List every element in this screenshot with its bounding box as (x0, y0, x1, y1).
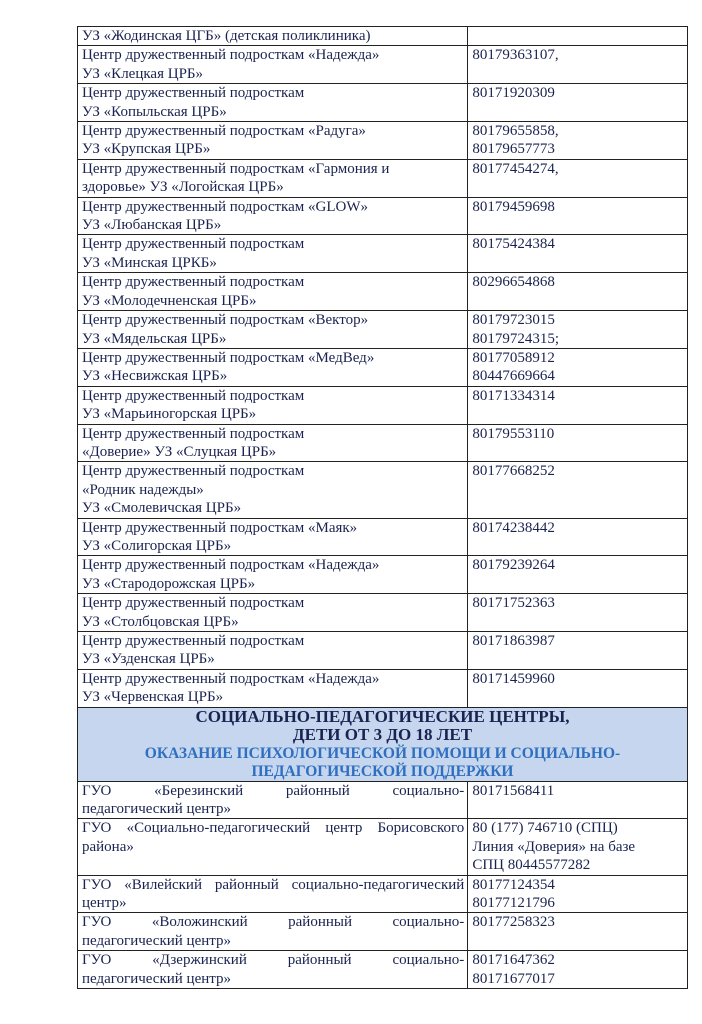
institution-name (78, 669, 468, 707)
institution-name (78, 197, 468, 235)
institution-name-line: Центр дружественный подросткам «Надежда» (82, 47, 380, 64)
phone-number: 80177454274, (468, 159, 688, 197)
institution-name (78, 819, 468, 875)
institution-name-line: Центр дружественный подросткам (82, 425, 305, 442)
institution-name-line: УЗ «Несвижская ЦРБ» (82, 368, 228, 385)
section-title-2: ДЕТИ ОТ 3 ДО 18 ЛЕТ (292, 725, 473, 745)
institution-name-line: ГУО «Вилейский районный социально-педагогический (82, 876, 465, 893)
phone-number: 80177668252 (468, 462, 688, 518)
institution-name-line: центр» (82, 895, 127, 912)
institution-name-line: педагогический центр» (82, 932, 232, 949)
institution-name-line: УЗ «Червенская ЦРБ» (82, 689, 224, 706)
phone-number: 80171647362 80171677017 (468, 951, 688, 989)
institution-name-line: Центр дружественный подросткам «Надежда» (82, 670, 380, 687)
phone-number: 80177058912 80447669664 (468, 348, 688, 386)
institution-name (78, 913, 468, 951)
phone-number: 80175424384 (468, 235, 688, 273)
phone-number: 80 (177) 746710 (СПЦ) Линия «Доверия» на базе СПЦ 80445577282 (468, 819, 688, 875)
section-subtitle: ОКАЗАНИЕ ПСИХОЛОГИЧЕСКОЙ ПОМОЩИ И СОЦИАЛЬНО- (144, 744, 621, 762)
table-row (78, 594, 688, 632)
institution-name (78, 235, 468, 273)
institution-name (78, 875, 468, 913)
institution-name-line: Центр дружественный подросткам (82, 463, 305, 480)
institution-name-line: здоровье» УЗ «Логойская ЦРБ» (82, 179, 284, 196)
phone-number: 80171920309 (468, 84, 688, 122)
institution-name-line: УЗ «Мядельская ЦРБ» (82, 330, 227, 347)
institution-name-line: УЗ «Жодинская ЦГБ» (детская поликлиника) (82, 28, 371, 44)
table-row (78, 84, 688, 122)
institution-name-line: педагогический центр» (82, 801, 232, 818)
institution-name-line: УЗ «Стародорожская ЦРБ» (82, 575, 256, 592)
institution-name (78, 781, 468, 819)
institution-name-line: Центр дружественный подросткам «Маяк» (82, 519, 358, 536)
institution-name (78, 632, 468, 670)
institution-name (78, 594, 468, 632)
table-row (78, 197, 688, 235)
table-row (78, 462, 688, 518)
institution-name (78, 348, 468, 386)
institution-name-line: УЗ «Клецкая ЦРБ» (82, 65, 204, 82)
institution-name-line: «Доверие» УЗ «Слуцкая ЦРБ» (82, 443, 277, 460)
institution-name (78, 424, 468, 462)
section-title: СОЦИАЛЬНО-ПЕДАГОГИЧЕСКИЕ ЦЕНТРЫ, (195, 706, 570, 726)
institution-name-line: УЗ «Смолевичская ЦРБ» (82, 500, 242, 517)
phone-number: 80179553110 (468, 424, 688, 462)
institution-name (78, 273, 468, 311)
institution-name-line: УЗ «Минская ЦРКБ» (82, 254, 217, 271)
section-header (78, 707, 688, 781)
institution-name-line: УЗ «Солигорская ЦРБ» (82, 537, 232, 554)
institution-name-line: района» (82, 838, 134, 855)
table-row (78, 781, 688, 819)
table-row (78, 159, 688, 197)
table-row (78, 951, 688, 989)
table-row (78, 311, 688, 349)
institution-name-line: Центр дружественный подросткам (82, 633, 305, 649)
phone-number: 80296654868 (468, 273, 688, 311)
institution-name-line: Центр дружественный подросткам «МедВед» (82, 349, 375, 366)
table-row (78, 348, 688, 386)
phone-number: 80177124354 80177121796 (468, 875, 688, 913)
phone-number: 80179723015 80179724315; (468, 311, 688, 349)
institution-name-line: Центр дружественный подросткам (82, 236, 305, 253)
table-row (78, 875, 688, 913)
table-row (78, 273, 688, 311)
institution-name (78, 386, 468, 424)
institution-name (78, 951, 468, 989)
institution-name-line: Центр дружественный подросткам «Вектор» (82, 312, 369, 329)
institution-name (78, 122, 468, 160)
institution-name-line: ГУО «Дзержинский районный социально- (82, 952, 465, 969)
table-row (78, 27, 688, 46)
phone-number: 80171752363 (468, 594, 688, 632)
institution-name-line: Центр дружественный подросткам (82, 595, 305, 612)
phone-number: 80179363107, (468, 46, 688, 84)
section-header-row (78, 707, 688, 781)
contacts-table (77, 26, 688, 989)
phone-number: 80177258323 (468, 913, 688, 951)
phone-number: 80179459698 (468, 197, 688, 235)
table-row (78, 556, 688, 594)
institution-name (78, 311, 468, 349)
phone-number: 80179655858, 80179657773 (468, 122, 688, 160)
institution-name-line: УЗ «Марьиногорская ЦРБ» (82, 406, 257, 423)
phone-number: 80174238442 (468, 518, 688, 556)
institution-name-line: УЗ «Крупская ЦРБ» (82, 141, 211, 158)
institution-name-line: Центр дружественный подросткам (82, 387, 305, 404)
institution-name-line: Центр дружественный подросткам (82, 85, 305, 102)
institution-name (78, 556, 468, 594)
institution-name-line: Центр дружественный подросткам «Надежда» (82, 557, 380, 574)
table-row (78, 46, 688, 84)
institution-name-line: УЗ «Узденская ЦРБ» (82, 651, 215, 668)
table-row (78, 122, 688, 160)
institution-name (78, 518, 468, 556)
institution-name-line: УЗ «Столбцовская ЦРБ» (82, 613, 239, 630)
institution-name-line: ГУО «Березинский районный социально- (82, 782, 465, 799)
phone-number (468, 27, 688, 46)
table-row (78, 235, 688, 273)
table-row (78, 518, 688, 556)
table-row (78, 386, 688, 424)
institution-name-line: УЗ «Копыльская ЦРБ» (82, 103, 227, 120)
phone-number: 80171459960 (468, 669, 688, 707)
table-row (78, 913, 688, 951)
institution-name (78, 84, 468, 122)
institution-name (78, 462, 468, 518)
institution-name-line: УЗ «Любанская ЦРБ» (82, 217, 222, 234)
table-row (78, 669, 688, 707)
phone-number: 80179239264 (468, 556, 688, 594)
institution-name-line: Центр дружественный подросткам (82, 274, 305, 291)
phone-number: 80171863987 (468, 632, 688, 670)
institution-name (78, 159, 468, 197)
institution-name-line: Центр дружественный подросткам «Радуга» (82, 123, 366, 140)
table-row (78, 819, 688, 875)
institution-name (78, 46, 468, 84)
institution-name-line: ГУО «Социально-педагогический центр Борисовского (82, 820, 465, 837)
section-subtitle-2: ПЕДАГОГИЧЕСКОЙ ПОДДЕРЖКИ (251, 762, 514, 780)
institution-name-line: УЗ «Молодечненская ЦРБ» (82, 292, 257, 309)
institution-name-line: «Родник надежды» (82, 481, 204, 498)
table-row (78, 424, 688, 462)
institution-name (78, 27, 468, 46)
phone-number: 80171568411 (468, 781, 688, 819)
institution-name-line: ГУО «Воложинский районный социально- (82, 914, 465, 931)
institution-name-line: Центр дружественный подросткам «GLOW» (82, 198, 368, 215)
table-row (78, 632, 688, 670)
phone-number: 80171334314 (468, 386, 688, 424)
institution-name-line: Центр дружественный подросткам «Гармония и (82, 160, 390, 177)
institution-name-line: педагогический центр» (82, 970, 232, 987)
